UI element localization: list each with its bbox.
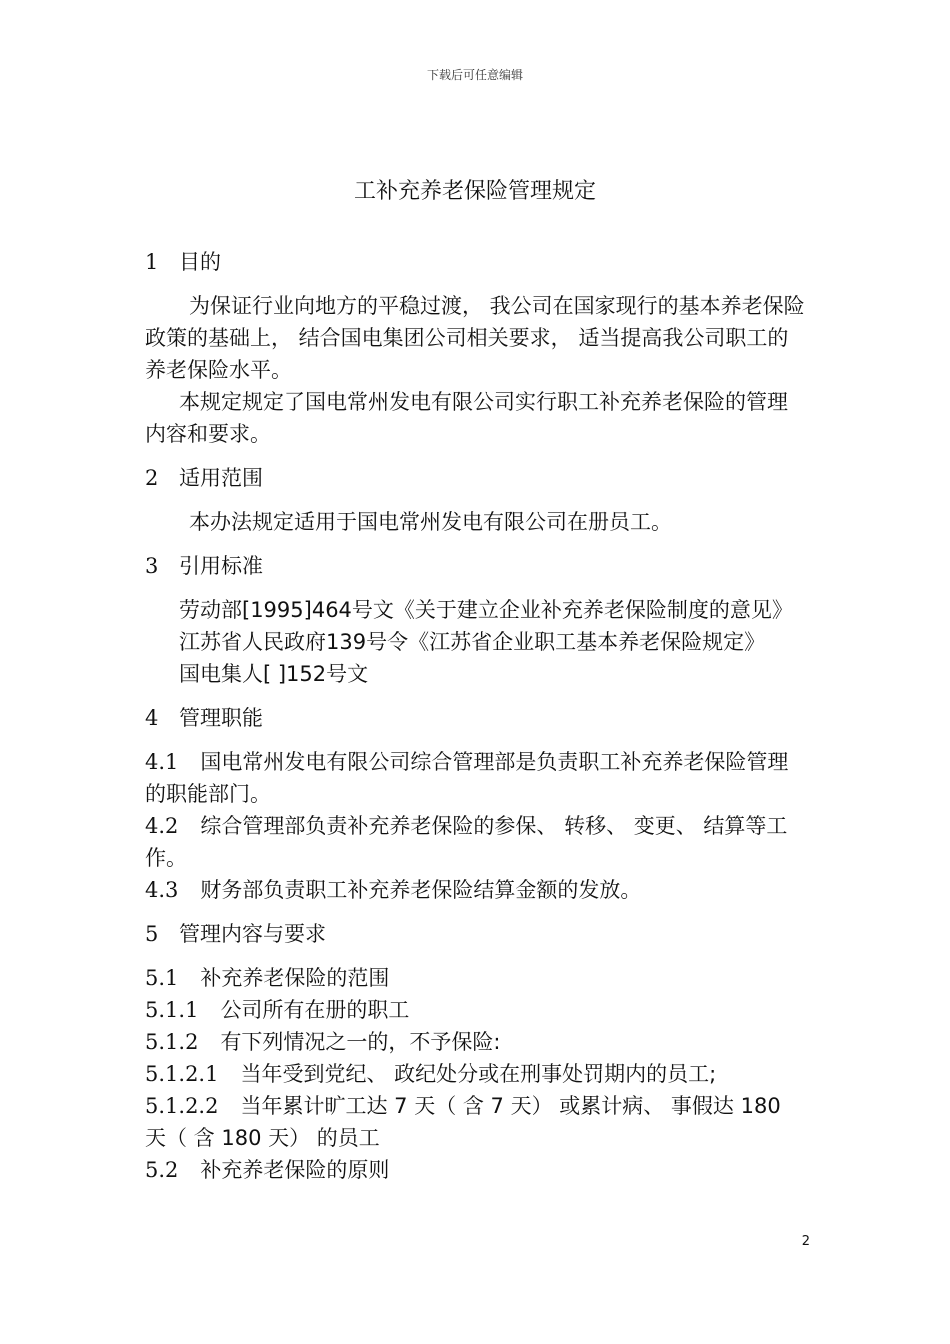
clause (145, 962, 807, 994)
clause-text: 国电常州发电有限公司综合管理部是负责职工补充养老保险管理的职能部门。 (145, 750, 789, 806)
clause-number: 5.1.2 (145, 1030, 199, 1054)
section-4-heading (145, 702, 807, 734)
clause-number: 4.1 (145, 750, 179, 774)
clause (145, 746, 807, 810)
page-header: 下载后可任意编辑 (426, 68, 523, 82)
clause-text: 公司所有在册的职工 (220, 998, 410, 1022)
clause (145, 874, 807, 906)
clause-number: 5.1.2.2 (145, 1094, 219, 1118)
clause (145, 1058, 807, 1090)
paragraph: 本办法规定适用于国电常州发电有限公司在册员工。 (189, 510, 672, 534)
section-title: 管理内容与要求 (179, 922, 326, 946)
document-title: 工补充养老保险管理规定 (353, 179, 596, 204)
clause-number: 4.3 (145, 878, 179, 902)
section-1-heading (145, 246, 807, 278)
section-5-heading (145, 918, 807, 950)
clause-text: 当年累计旷工达 7 天（ 含 7 天） 或累计病、 事假达 180 天（ 含 180 天） 的员工 (145, 1094, 781, 1150)
section-number: 5 (145, 922, 159, 946)
section-number: 2 (145, 466, 159, 490)
clause-number: 5.2 (145, 1158, 179, 1182)
clause-text: 有下列情况之一的，不予保险: (220, 1030, 501, 1054)
section-3-heading (145, 550, 807, 582)
clause-number: 5.1.1 (145, 998, 199, 1022)
section-number: 4 (145, 706, 159, 730)
clause (145, 994, 807, 1026)
clause-number: 5.1 (145, 966, 179, 990)
clause-number: 5.1.2.1 (145, 1062, 219, 1086)
clause-text: 补充养老保险的范围 (200, 966, 390, 990)
page-number: 2 (801, 1234, 810, 1249)
reference-item: 国电集人[ ]152号文 (179, 662, 369, 686)
section-title: 适用范围 (179, 466, 263, 490)
clause (145, 810, 807, 874)
paragraph: 本规定规定了国电常州发电有限公司实行职工补充养老保险的管理内容和要求。 (145, 390, 788, 446)
paragraph: 为保证行业向地方的平稳过渡， 我公司在国家现行的基本养老保险政策的基础上， 结合国电集团公司相关要求， 适当提高我公司职工的养老保险水平。 (145, 294, 805, 382)
clause (145, 1090, 807, 1154)
clause (145, 1154, 807, 1186)
section-title: 管理职能 (179, 706, 263, 730)
clause-text: 综合管理部负责补充养老保险的参保、 转移、 变更、 结算等工作。 (145, 814, 788, 870)
reference-item: 劳动部[1995]464号文《关于建立企业补充养老保险制度的意见》 (179, 598, 793, 622)
clause-text: 财务部负责职工补充养老保险结算金额的发放。 (200, 878, 642, 902)
section-number: 1 (145, 250, 159, 274)
clause-text: 补充养老保险的原则 (200, 1158, 390, 1182)
section-title: 目的 (179, 250, 221, 274)
document-body (145, 246, 807, 1186)
clause-number: 4.2 (145, 814, 179, 838)
clause-text: 当年受到党纪、 政纪处分或在刑事处罚期内的员工; (240, 1062, 717, 1086)
section-2-heading (145, 462, 807, 494)
section-number: 3 (145, 554, 159, 578)
reference-item: 江苏省人民政府139号令《江苏省企业职工基本养老保险规定》 (179, 630, 766, 654)
clause (145, 1026, 807, 1058)
section-title: 引用标准 (179, 554, 263, 578)
